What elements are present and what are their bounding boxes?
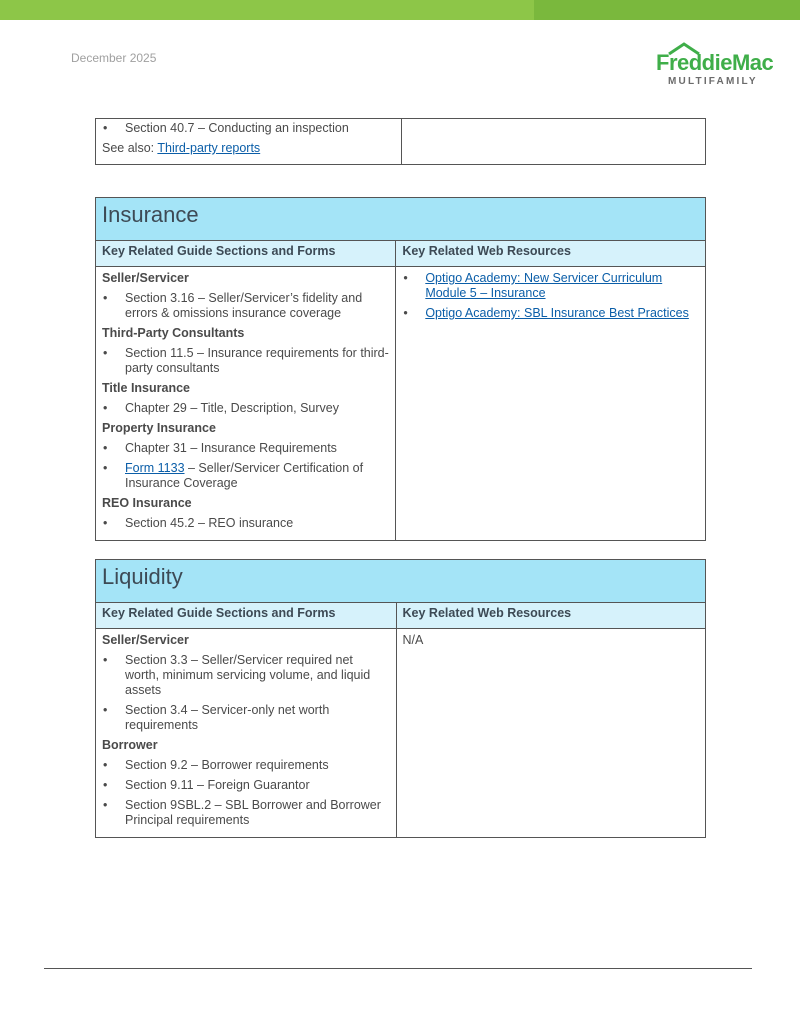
list-item: • Section 9.2 – Borrower requirements xyxy=(102,758,390,773)
liquidity-col1-header: Key Related Guide Sections and Forms xyxy=(96,603,397,629)
list-item xyxy=(402,271,699,301)
liquidity-col2-header: Key Related Web Resources xyxy=(396,603,705,629)
optigo-academy-module5-link[interactable]: Optigo Academy: New Servicer Curriculum Module 5 – Insurance xyxy=(425,271,663,300)
see-also-prefix: See also: xyxy=(102,141,158,155)
list-item: • Section 3.3 – Seller/Servicer required net worth, minimum servicing volume, and liquid assets xyxy=(102,653,390,698)
logo-subtitle: MULTIFAMILY xyxy=(668,76,758,87)
insurance-title: Insurance xyxy=(96,198,706,241)
group-label: Borrower xyxy=(102,738,158,752)
group-label: Third-Party Consultants xyxy=(102,326,245,340)
group-label: Seller/Servicer xyxy=(102,633,189,647)
group-label: Property Insurance xyxy=(102,421,216,435)
liquidity-table xyxy=(95,559,706,838)
form-1133-link[interactable]: Form 1133 xyxy=(125,461,185,475)
insurance-table xyxy=(95,197,706,541)
insurance-resources-cell xyxy=(396,267,706,541)
group-label: REO Insurance xyxy=(102,496,192,510)
list-item: • Section 40.7 – Conducting an inspection xyxy=(102,121,395,136)
third-party-reports-link[interactable]: Third-party reports xyxy=(157,141,261,155)
list-item: • Section 11.5 – Insurance requirements for third-party consultants xyxy=(102,346,389,376)
form-1133-text: – Seller/Servicer Certification of Insurance Coverage xyxy=(125,461,364,490)
continued-left-cell xyxy=(96,119,402,165)
freddie-mac-logo xyxy=(656,40,776,90)
liquidity-title: Liquidity xyxy=(96,560,706,603)
insurance-col2-header: Key Related Web Resources xyxy=(396,241,706,267)
group-label: Seller/Servicer xyxy=(102,271,189,285)
logo-wordmark: FreddieMac xyxy=(656,50,774,75)
top-color-bar xyxy=(0,0,800,20)
liquidity-guide-cell xyxy=(96,629,397,838)
liquidity-resources-cell xyxy=(396,629,705,838)
list-item xyxy=(402,306,699,321)
continued-right-cell xyxy=(402,119,706,165)
insurance-col1-header: Key Related Guide Sections and Forms xyxy=(96,241,396,267)
footer-divider xyxy=(44,968,752,969)
top-color-bar-segment xyxy=(534,0,800,20)
document-date: December 2025 xyxy=(71,51,157,65)
list-item: • Chapter 29 – Title, Description, Survey xyxy=(102,401,389,416)
optigo-academy-sbl-link[interactable]: Optigo Academy: SBL Insurance Best Practices xyxy=(425,306,689,320)
group-label: Title Insurance xyxy=(102,381,190,395)
list-item: • Section 3.4 – Servicer-only net worth requirements xyxy=(102,703,390,733)
list-item xyxy=(102,461,389,491)
see-also-line xyxy=(102,141,395,156)
list-item: • Chapter 31 – Insurance Requirements xyxy=(102,441,389,456)
not-applicable-text: N/A xyxy=(402,633,424,647)
insurance-guide-cell xyxy=(96,267,396,541)
list-item: • Section 9.11 – Foreign Guarantor xyxy=(102,778,390,793)
list-item: • Section 45.2 – REO insurance xyxy=(102,516,389,531)
continued-table xyxy=(95,118,706,165)
list-item: • Section 9SBL.2 – SBL Borrower and Borrower Principal requirements xyxy=(102,798,390,828)
list-item: • Section 3.16 – Seller/Servicer’s fidelity and errors & omissions insurance coverage xyxy=(102,291,389,321)
